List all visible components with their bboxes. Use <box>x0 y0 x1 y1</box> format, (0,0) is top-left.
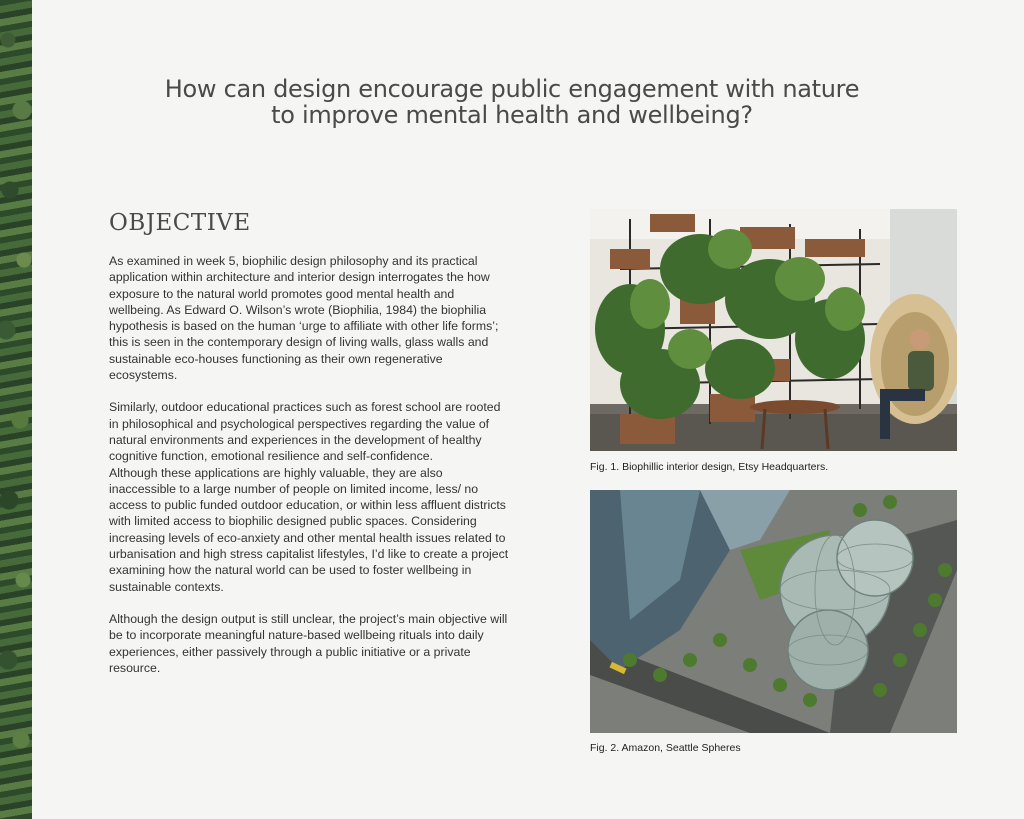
figure-2-image <box>590 490 957 733</box>
page-title-line-2: to improve mental health and wellbeing? <box>271 101 753 129</box>
paragraph-3: Although these applications are highly valuable, they are also inaccessible to a large number of people on limited income, less/ no access to public funded outdoor education, or within less affluent districts with limited access to biophilic designed public spaces. Considering increasing levels of eco-anxiety and other mental health issues related to urbanisation and high stress capitalist lifestyles, I’d like to create a project examining how the natural world can be used to foster wellbeing in sustainable contexts. <box>109 465 509 594</box>
paragraph-1: As examined in week 5, biophilic design philosophy and its practical application within architecture and interior design interrogates the how exposure to the natural world promotes good mental health and wellbeing. As Edward O. Wilson’s wrote (Biophilia, 1984) the biophilia hypothesis is based on the human ‘urge to affiliate with other life forms’; this is seen in the contemporary design of living walls, glass walls and sustainable eco-houses functioning as their own regenerative ecosystems. <box>109 254 499 383</box>
forest-border-image <box>0 0 32 819</box>
figure-2-caption: Fig. 2. Amazon, Seattle Spheres <box>590 742 741 754</box>
figure-1-caption: Fig. 1. Biophillic interior design, Etsy Headquarters. <box>590 461 829 473</box>
section-heading: OBJECTIVE <box>109 210 251 236</box>
page-title-line-1: How can design encourage public engagement with nature <box>164 75 860 103</box>
page-title <box>150 76 874 128</box>
objective-body <box>109 253 509 676</box>
paragraph-2: Similarly, outdoor educational practices such as forest school are rooted in philosophical and psychological perspectives regarding the value of natural environments and experiences in the development of healthy cognitive function, emotional resilience and self-confidence. <box>109 400 501 464</box>
figure-1-image <box>590 209 957 451</box>
paragraph-4: Although the design output is still unclear, the project’s main objective will be to incorporate meaningful nature-based wellbeing rituals into daily experiences, either passively through a public initiative or a private resource. <box>109 611 508 675</box>
